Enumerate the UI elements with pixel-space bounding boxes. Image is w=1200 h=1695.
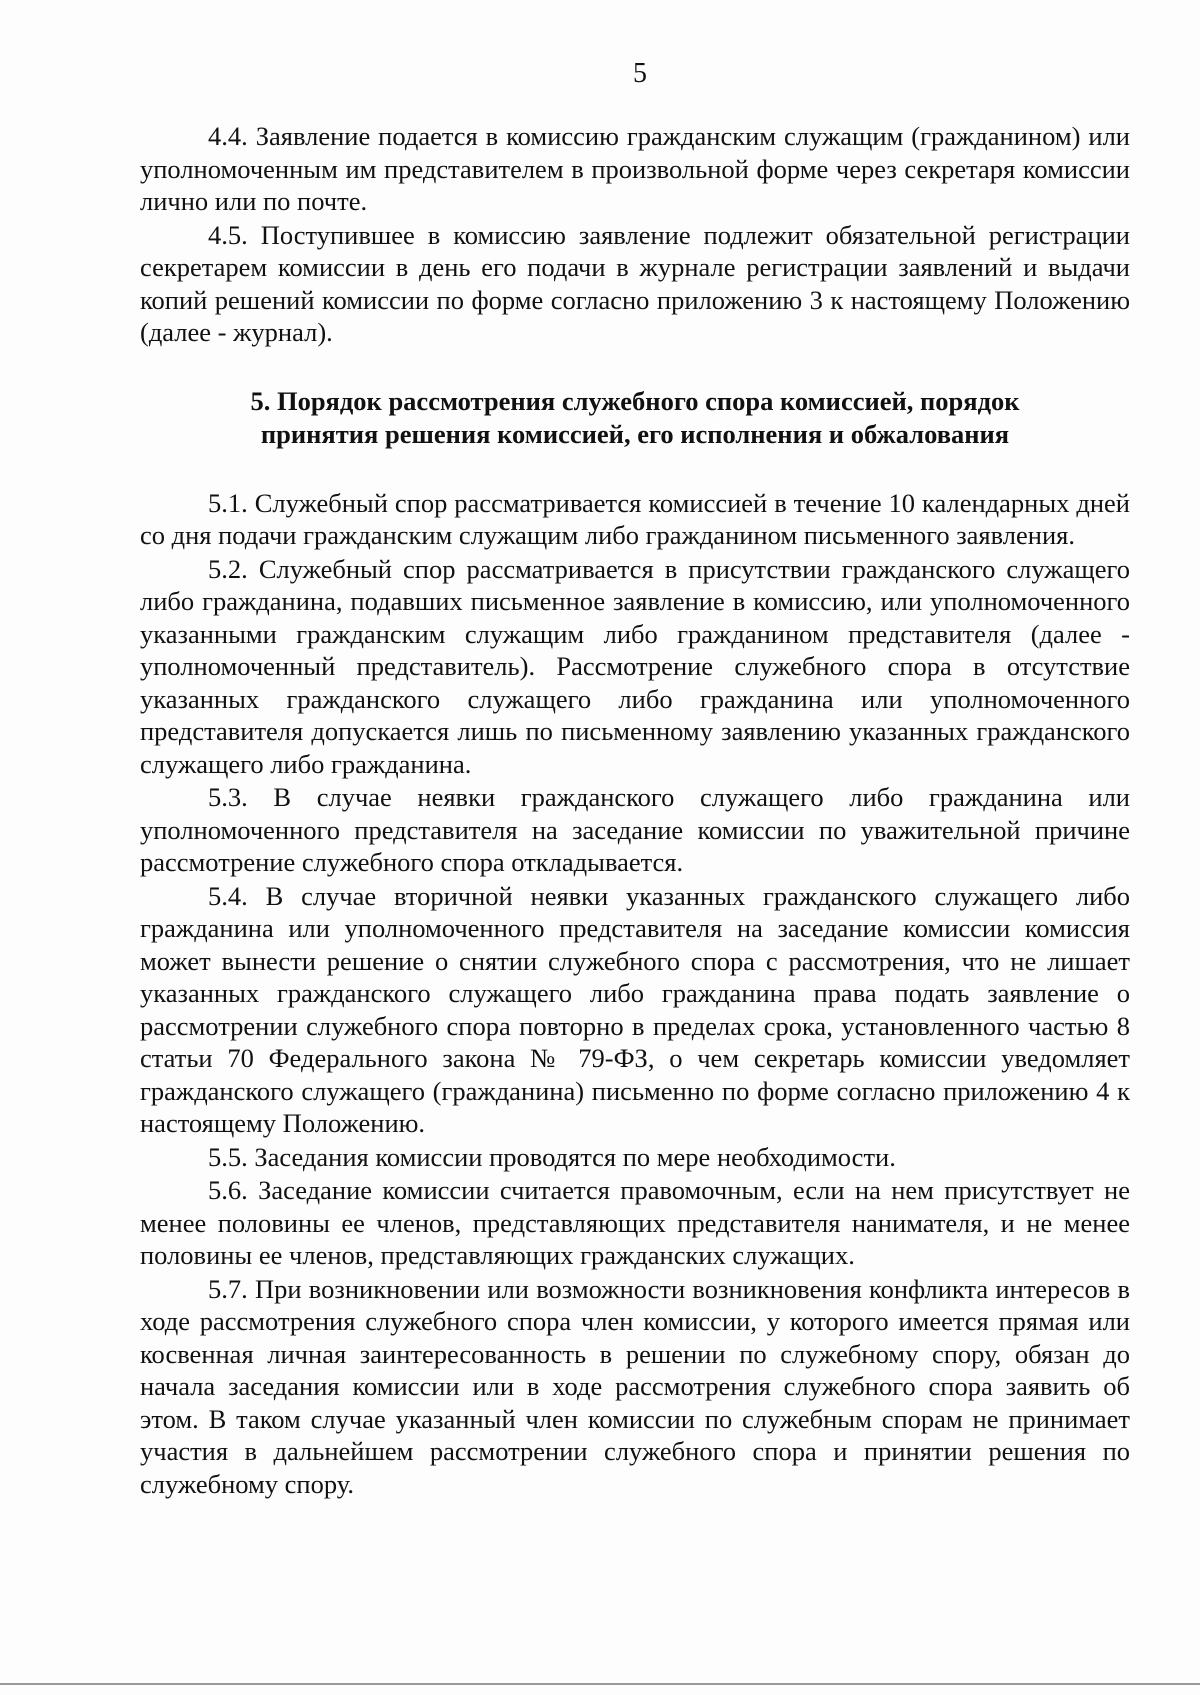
paragraph-4-4: 4.4. Заявление подается в комиссию гражданским служащим (гражданином) или уполномоченным им представителем в произвольной форме через секретаря комиссии лично или по почте. — [140, 121, 1130, 216]
scan-bottom-edge — [0, 1683, 1200, 1685]
paragraph-5-3: 5.3. В случае неявки гражданского служащего либо гражданина или уполномоченного представителя на заседание комиссии по уважительной причине рассмотрение служебного спора откладывается. — [140, 782, 1130, 877]
paragraph-5-5: 5.5. Заседания комиссии проводятся по мере необходимости. — [208, 1141, 896, 1172]
section-5-heading-line-2: принятия решения комиссией, его исполнения и обжалования — [260, 418, 1010, 449]
paragraph-5-1: 5.1. Служебный спор рассматривается комиссией в течение 10 календарных дней со дня подачи гражданским служащим либо гражданином письменного заявления. — [140, 487, 1130, 550]
paragraph-5-4: 5.4. В случае вторичной неявки указанных гражданского служащего либо гражданина или уполномоченного представителя на заседание комиссии комиссия может вынести решение о снятии служебного спора с рассмотрения, что не лишает указанных гражданского служащего либо гражданина права подать заявление о рассмотрении служебного спора повторно в пределах срока, установленного частью 8 статьи 70 Федерального закона № 79-ФЗ, о чем секретарь комиссии уведомляет гражданского служащего (гражданина) письменно по форме согласно приложению 4 к настоящему Положению. — [140, 880, 1130, 1138]
paragraph-4-5: 4.5. Поступившее в комиссию заявление подлежит обязательной регистрации секретарем комиссии в день его подачи в журнале регистрации заявлений и выдачи копий решений комиссии по форме согласно приложению 3 к настоящему Положению (далее - журнал). — [140, 219, 1130, 347]
page-number: 5 — [633, 58, 647, 89]
paragraph-5-7: 5.7. При возникновении или возможности возникновения конфликта интересов в ходе рассмотрения служебного спора член комиссии, у которого имеется прямая или косвенная личная заинтересованность в решении по служебному спору, обязан до начала заседания комиссии или в ходе рассмотрения служебного спора заявить об этом. В таком случае указанный член комиссии по служебным спорам не принимает участия в дальнейшем рассмотрении служебного спора и принятии решения по служебному спору. — [140, 1273, 1130, 1499]
section-5-heading-line-1: 5. Порядок рассмотрения служебного спора комиссией, порядок — [250, 385, 1020, 416]
section-5-heading — [140, 385, 1130, 451]
paragraph-5-2: 5.2. Служебный спор рассматривается в присутствии гражданского служащего либо гражданина, подавших письменное заявление в комиссию, или уполномоченного указанными гражданским служащим либо гражданином представителя (далее - уполномоченный представитель). Рассмотрение служебного спора в отсутствие указанных гражданского служащего либо гражданина или уполномоченного представителя допускается лишь по письменному заявлению указанных гражданского служащего либо гражданина. — [140, 553, 1130, 779]
paragraph-5-6: 5.6. Заседание комиссии считается правомочным, если на нем присутствует не менее половины ее членов, представляющих представителя нанимателя, и не менее половины ее членов, представляющих гражданских служащих. — [140, 1175, 1130, 1270]
document-body — [140, 120, 1130, 1501]
